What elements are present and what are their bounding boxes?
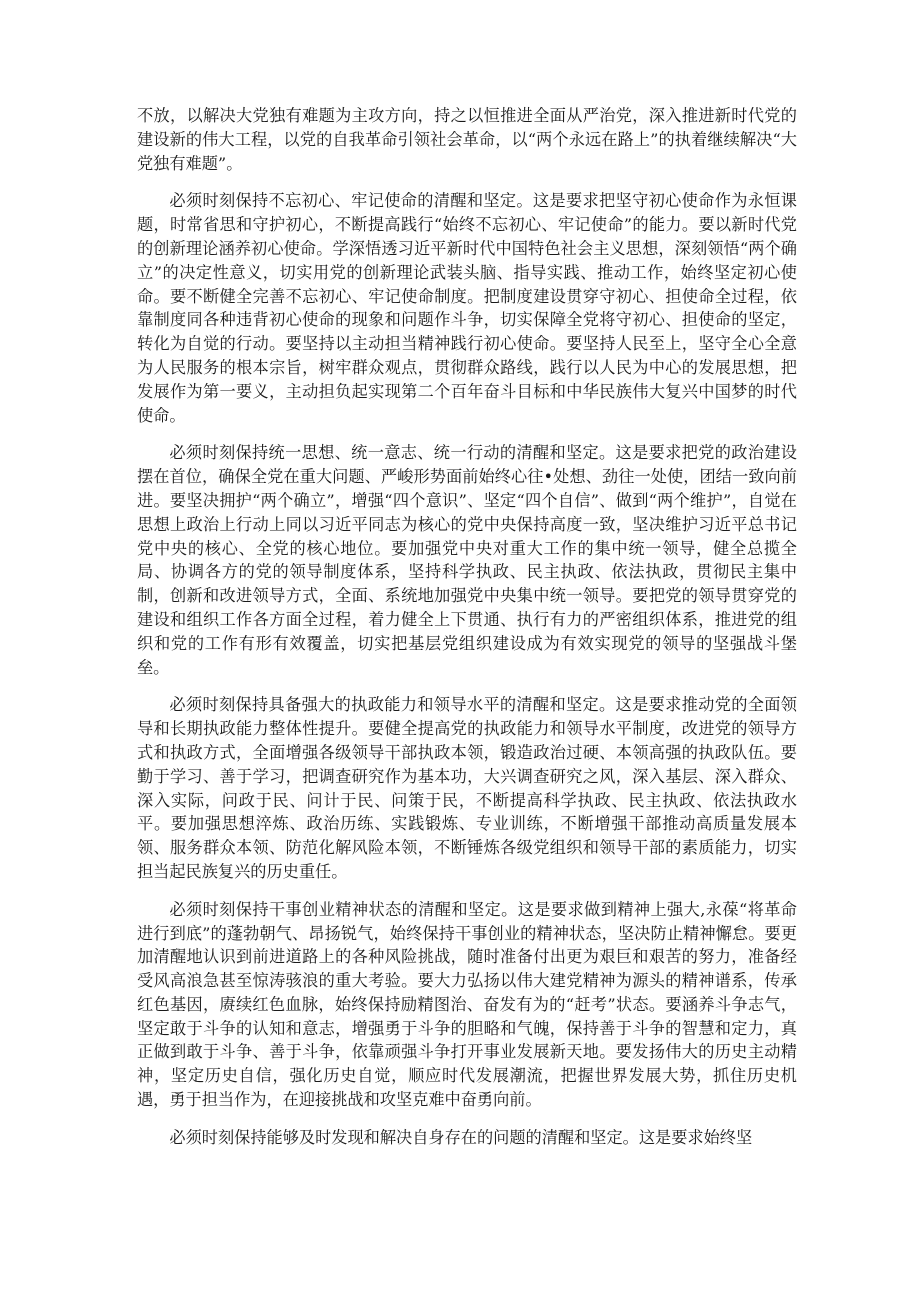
paragraph-unified-thought: 必须时刻保持统一思想、统一意志、统一行动的清醒和坚定。这是要求把党的政治建设摆在首位，确保全党在重大问题、严峻形势面前始终心往•处想、劲往一处使，团结一致向前进。要坚决拥护“两个确立”，增强“四个意识”、坚定“四个自信”、做到“两个维护”，自觉在思想上政治上行动上同以习近平同志为核心的党中央保持高度一致，坚决维护习近平总书记党中央的核心、全党的核心地位。要加强党中央对重大工作的集中统一领导，健全总揽全局、协调各方的党的领导制度体系，坚持科学执政、民主执政、依法执政，贯彻民主集中制，创新和改进领导方式，全面、系统地加强党中央集中统一领导。要把党的领导贯穿党的建设和组织工作各方面全过程，着力健全上下贯通、执行有力的严密组织体系，推进党的组织和党的工作有形有效覆盖，切实把基层党组织建设成为有效实现党的领导的坚强战斗堡垒。 <box>137 443 797 677</box>
paragraph-self-correction: 必须时刻保持能够及时发现和解决自身存在的问题的清醒和坚定。这是要求始终坚 <box>169 1127 753 1147</box>
paragraph-continuation: 不放，以解决大党独有难题为主攻方向，持之以恒推进全面从严治党，深入推进新时代党的建设新的伟大工程，以党的自我革命引领社会革命，以“两个永远在路上”的执着继续解决“大党独有难题”。 <box>137 106 797 173</box>
document-body <box>137 104 797 1164</box>
paragraph-original-mission: 必须时刻保持不忘初心、牢记使命的清醒和坚定。这是要求把坚守初心使命作为永恒课题，时常省思和守护初心，不断提高践行“始终不忘初心、牢记使命”的能力。要以新时代党的创新理论涵养初心使命。学深悟透习近平新时代中国特色社会主义思想，深刻领悟“两个确立”的决定性意义，切实用党的创新理论武装头脑、指导实践、推动工作，始终坚定初心使命。要不断健全完善不忘初心、牢记使命制度。把制度建设贯穿守初心、担使命全过程，依靠制度同各种违背初心使命的现象和问题作斗争，切实保障全党将守初心、担使命的坚定，转化为自觉的行动。要坚持以主动担当精神践行初心使命。要坚持人民至上，坚守全心全意为人民服务的根本宗旨，树牢群众观点，贯彻群众路线，践行以人民为中心的发展思想，把发展作为第一要义，主动担负起实现第二个百年奋斗目标和中华民族伟大复兴中国梦的时代使命。 <box>137 191 797 425</box>
paragraph-entrepreneurial-spirit: 必须时刻保持干事创业精神状态的清醒和坚定。这是要求做到精神上强大,永葆“将革命进行到底”的蓬勃朝气、昂扬锐气，始终保持干事创业的精神状态，坚决防止精神懈怠。要更加清醒地认识到前进道路上的各种风险挑战，随时准备付出更为艰巨和艰苦的努力，准备经受风高浪急甚至惊涛骇浪的重大考验。要大力弘扬以伟大建党精神为源头的精神谱系，传承红色基因，赓续红色血脉，始终保持励精图治、奋发有为的“赶考”状态。要涵养斗争志气，坚定敢于斗争的认知和意志，增强勇于斗争的胆略和气魄，保持善于斗争的智慧和定力，真正做到敢于斗争、善于斗争，依靠顽强斗争打开事业发展新天地。要发扬伟大的历史主动精神，坚定历史自信，强化历史自觉，顺应时代发展潮流，把握世界发展大势，抓住历史机遇，勇于担当作为，在迎接挑战和攻坚克难中奋勇向前。 <box>137 899 797 1110</box>
paragraph-governing-capacity: 必须时刻保持具备强大的执政能力和领导水平的清醒和坚定。这是要求推动党的全面领导和长期执政能力整体性提升。要健全提高党的执政能力和领导水平制度，改进党的领导方式和执政方式，全面增强各级领导干部执政本领，锻造政治过硬、本领高强的执政队伍。要勤于学习、善于学习，把调查研究作为基本功，大兴调查研究之风，深入基层、深入群众、深入实际，问政于民、问计于民、问策于民，不断提高科学执政、民主执政、依法执政水平。要加强思想淬炼、政治历练、实践锻炼、专业训练，不断增强干部推动高质量发展本领、服务群众本领、防范化解风险本领，不断锤炼各级党组织和领导干部的素质能力，切实担当起民族复兴的历史重任。 <box>137 695 797 881</box>
